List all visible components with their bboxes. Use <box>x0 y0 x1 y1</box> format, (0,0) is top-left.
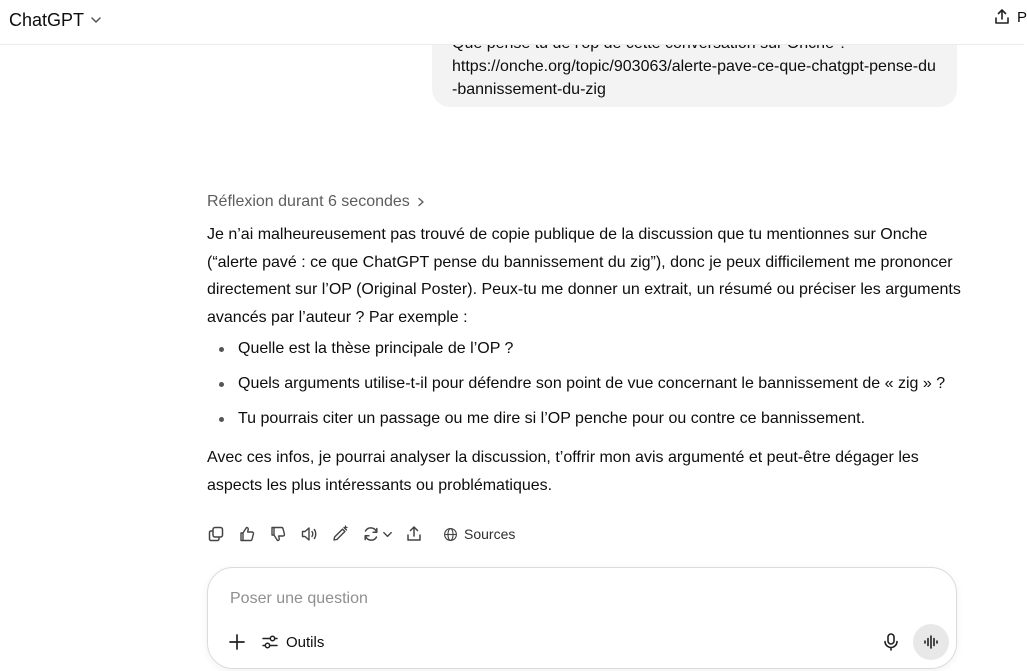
thumbs-down-button[interactable] <box>268 524 288 544</box>
chevron-down-icon <box>382 529 393 540</box>
read-aloud-icon <box>300 525 318 543</box>
share-icon <box>405 525 423 543</box>
model-selector[interactable] <box>9 8 102 32</box>
answer-paragraph: Je n’ai malheureusement pas trouvé de copie publique de la discussion que tu mentionnes sur Onche (“alerte pavé : ce que ChatGPT pense du bannissement du zig”), donc je peux difficilement me prononcer directement sur l’OP (Original Poster). Peux-tu me donner un extrait, un résumé ou préciser les arguments avancés par l’auteur ? Par exemple : <box>207 226 961 326</box>
chevron-right-icon <box>416 197 426 207</box>
microphone-icon <box>880 631 902 653</box>
regenerate-icon <box>362 525 380 543</box>
answer-list <box>207 337 967 430</box>
edit-button[interactable] <box>330 524 350 544</box>
copy-button[interactable] <box>206 524 226 544</box>
reasoning-toggle[interactable] <box>207 191 426 213</box>
model-label: ChatGPT <box>9 9 85 30</box>
read-aloud-button[interactable] <box>299 524 319 544</box>
share-message-button[interactable] <box>404 524 424 544</box>
share-icon <box>993 8 1011 26</box>
composer <box>207 567 957 669</box>
thumbs-up-button[interactable] <box>237 524 257 544</box>
globe-icon <box>443 527 458 542</box>
top-bar <box>0 0 1027 45</box>
list-item: Tu pourrais citer un passage ou me dire si l’OP penche pour ou contre ce bannissement. <box>238 407 967 430</box>
assistant-message <box>207 221 967 499</box>
waveform-icon <box>922 633 940 651</box>
share-button[interactable] <box>993 8 1027 26</box>
dictate-button[interactable] <box>880 631 902 653</box>
edit-icon <box>331 525 349 543</box>
reasoning-label: Réflexion durant 6 secondes <box>207 193 410 210</box>
sliders-icon <box>261 633 279 651</box>
sources-button[interactable] <box>443 526 515 542</box>
user-message-link[interactable]: https://onche.org/topic/903063/alerte-pave-ce-que-chatgpt-pense-du-bannissement-du-zig <box>452 58 936 98</box>
prompt-input[interactable] <box>228 586 832 612</box>
list-item: Quels arguments utilise-t-il pour défendre son point de vue concernant le bannissement de « zig » ? <box>238 372 967 395</box>
tools-button[interactable] <box>261 631 324 653</box>
chevron-down-icon <box>90 14 102 26</box>
message-actions <box>206 522 515 546</box>
thumbs-down-icon <box>269 525 287 543</box>
add-attachment-button[interactable] <box>226 631 248 653</box>
plus-icon <box>226 631 248 653</box>
thumbs-up-icon <box>238 525 256 543</box>
voice-mode-button[interactable] <box>913 624 949 660</box>
answer-paragraph: Avec ces infos, je pourrai analyser la discussion, t’offrir mon avis argumenté et peut-être dégager les aspects les plus intéressants ou problématiques. <box>207 449 919 494</box>
tools-label: Outils <box>286 633 325 651</box>
regenerate-button[interactable] <box>361 524 393 544</box>
list-item: Quelle est la thèse principale de l’OP ? <box>238 337 967 360</box>
sources-label: Sources <box>464 526 516 542</box>
share-label: P <box>1017 8 1027 26</box>
copy-icon <box>207 525 225 543</box>
